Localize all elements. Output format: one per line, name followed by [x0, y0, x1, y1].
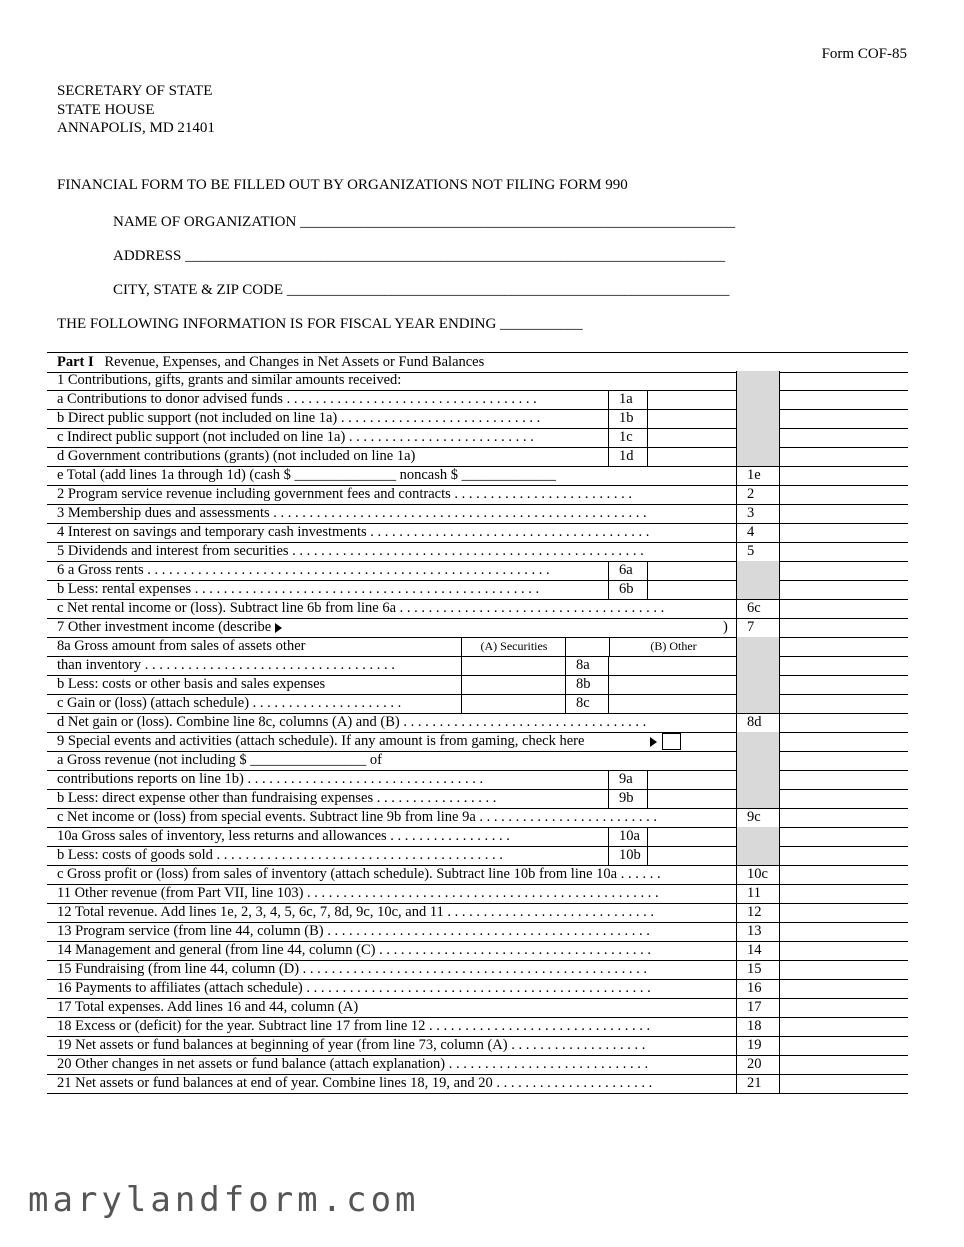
line-code: 19	[736, 1036, 780, 1055]
amount-field	[780, 675, 908, 694]
row-label: c Net income or (loss) from special events. Subtract line 9b from line 9a . . . . . . . . . . . . . . . . . . . . . . . . .	[57, 809, 658, 825]
line-code: 7	[736, 618, 780, 637]
part1-row	[47, 941, 908, 961]
line-code: 11	[736, 884, 780, 903]
close-paren: )	[723, 619, 728, 635]
subline-amount-field[interactable]	[648, 561, 736, 580]
subline-amount-field[interactable]	[648, 580, 736, 599]
line-code: 2	[736, 485, 780, 504]
row-label: 20 Other changes in net assets or fund balance (attach explanation) . . . . . . . . . . . . . . . . . . . . . . . . . . . .	[57, 1056, 649, 1072]
subline-code: 6a	[608, 561, 648, 580]
row-label: a Contributions to donor advised funds . . . . . . . . . . . . . . . . . . . . . . . . . . . . . . . . . . .	[57, 391, 537, 407]
subline-amount-field[interactable]	[648, 447, 736, 466]
address-blank[interactable]: ________________________________________________________________________	[185, 248, 726, 264]
address-block	[57, 82, 215, 138]
line-code: 13	[736, 922, 780, 941]
form-number: Form COF-85	[821, 46, 907, 62]
subline-code: 6b	[608, 580, 648, 599]
amount-field[interactable]	[780, 599, 908, 618]
part1-row	[47, 371, 908, 391]
subline-amount-field[interactable]	[648, 770, 736, 789]
securities-amount-field[interactable]	[461, 675, 566, 694]
part1-row	[47, 523, 908, 543]
row-label: a Gross revenue (not including $ ________________ of	[57, 752, 382, 768]
subline-amount-field[interactable]	[648, 428, 736, 447]
column-spacer	[565, 637, 610, 656]
row-label: 14 Management and general (from line 44, column (C) . . . . . . . . . . . . . . . . . . . . . . . . . . . . . . . . . . . . . .	[57, 942, 651, 958]
subline-code: 10a	[608, 827, 648, 846]
line-code	[736, 371, 780, 390]
amount-field	[780, 732, 908, 751]
line-code	[736, 428, 780, 447]
part1-subtitle: Revenue, Expenses, and Changes in Net Assets or Fund Balances	[104, 354, 485, 370]
part1-row	[47, 409, 908, 429]
part1-row	[47, 447, 908, 467]
part1-row	[47, 903, 908, 923]
subline-code: 9a	[608, 770, 648, 789]
part1-row	[47, 960, 908, 980]
line-code	[736, 656, 780, 675]
line-code	[736, 675, 780, 694]
row-label: 18 Excess or (deficit) for the year. Subtract line 17 from line 12 . . . . . . . . . . . . . . . . . . . . . . . . . . . . . . .	[57, 1018, 651, 1034]
row-label: 5 Dividends and interest from securities . . . . . . . . . . . . . . . . . . . . . . . . . . . . . . . . . . . . . . . . . . . . . . . . .	[57, 543, 644, 559]
part1-title: Part I	[57, 354, 94, 370]
line-code	[736, 846, 780, 865]
part1-row	[47, 675, 908, 695]
part1-row	[47, 1074, 908, 1094]
city-state-zip-field[interactable]	[113, 282, 729, 299]
amount-field	[780, 371, 908, 390]
line-code	[736, 409, 780, 428]
row-label: 19 Net assets or fund balances at beginning of year (from line 73, column (A) . . . . . . . . . . . . . . . . . . .	[57, 1037, 646, 1053]
amount-field[interactable]	[780, 1074, 908, 1093]
line-code: 20	[736, 1055, 780, 1074]
part1-header	[47, 352, 908, 373]
row-label: than inventory . . . . . . . . . . . . . . . . . . . . . . . . . . . . . . . . . . .	[57, 657, 395, 673]
part1-row	[47, 922, 908, 942]
amount-field	[780, 637, 908, 656]
subline-code: 1a	[608, 390, 648, 409]
row-label: d Government contributions (grants) (not included on line 1a)	[57, 448, 416, 464]
arrow-right-icon	[275, 623, 282, 633]
amount-field	[780, 827, 908, 846]
part1-row	[47, 808, 908, 828]
amount-field[interactable]	[780, 808, 908, 827]
part1-row	[47, 884, 908, 904]
part1-row	[47, 713, 908, 733]
part1-row	[47, 1055, 908, 1075]
address-line-2: STATE HOUSE	[57, 101, 155, 118]
name-of-organization-field[interactable]	[113, 214, 735, 231]
row-label: c Gross profit or (loss) from sales of inventory (attach schedule). Subtract line 10b from line 10a . . . . . .	[57, 866, 661, 882]
subline-amount-field[interactable]	[609, 675, 736, 694]
part1-row	[47, 580, 908, 600]
subline-code: 8a	[565, 656, 609, 675]
part1-row	[47, 770, 908, 790]
part1-row	[47, 390, 908, 410]
amount-field	[780, 846, 908, 865]
amount-field	[780, 561, 908, 580]
part1-row	[47, 428, 908, 448]
amount-field[interactable]	[780, 903, 908, 922]
row-label: 10a Gross sales of inventory, less returns and allowances . . . . . . . . . . . . . . . . .	[57, 828, 510, 844]
subline-amount-field[interactable]	[648, 827, 736, 846]
line-code	[736, 789, 780, 808]
amount-field[interactable]	[780, 523, 908, 542]
part1-row	[47, 827, 908, 847]
subline-amount-field[interactable]	[648, 409, 736, 428]
row-label: b Less: costs or other basis and sales expenses	[57, 676, 326, 692]
amount-field[interactable]	[780, 618, 908, 637]
amount-field[interactable]	[780, 941, 908, 960]
row-label: 16 Payments to affiliates (attach schedule) . . . . . . . . . . . . . . . . . . . . . . . . . . . . . . . . . . . . . . . . . . . . . . . .	[57, 980, 651, 996]
subline-amount-field[interactable]	[609, 694, 736, 713]
part1-row	[47, 846, 908, 866]
part1-row	[47, 998, 908, 1018]
form-heading: FINANCIAL FORM TO BE FILLED OUT BY ORGANIZATIONS NOT FILING FORM 990	[57, 177, 628, 193]
row-label: 11 Other revenue (from Part VII, line 103) . . . . . . . . . . . . . . . . . . . . . . . . . . . . . . . . . . . . . . . . . . . . . . . . .	[57, 885, 659, 901]
city-label: CITY, STATE & ZIP CODE	[113, 282, 284, 298]
line-code: 4	[736, 523, 780, 542]
row-label: 21 Net assets or fund balances at end of year. Combine lines 18, 19, and 20 . . . . . . . . . . . . . . . . . . . . . .	[57, 1075, 653, 1091]
line-code	[736, 447, 780, 466]
subline-code: 9b	[608, 789, 648, 808]
subline-code: 1b	[608, 409, 648, 428]
subline-code: 1c	[608, 428, 648, 447]
line-code: 5	[736, 542, 780, 561]
line-code	[736, 770, 780, 789]
line-code	[736, 827, 780, 846]
amount-field[interactable]	[780, 1036, 908, 1055]
subline-code: 10b	[608, 846, 648, 865]
part1-row	[47, 561, 908, 581]
row-label: c Indirect public support (not included on line 1a) . . . . . . . . . . . . . . . . . . . . . . . . . .	[57, 429, 534, 445]
row-label: b Less: costs of goods sold . . . . . . . . . . . . . . . . . . . . . . . . . . . . . . . . . . . . . . . .	[57, 847, 503, 863]
line-code: 10c	[736, 865, 780, 884]
row-label: contributions reports on line 1b) . . . . . . . . . . . . . . . . . . . . . . . . . . . . . . . . .	[57, 771, 484, 787]
part1-row	[47, 599, 908, 619]
row-label: 9 Special events and activities (attach schedule). If any amount is from gaming, check here	[57, 733, 585, 749]
row-label: d Net gain or (loss). Combine line 8c, columns (A) and (B) . . . . . . . . . . . . . . . . . . . . . . . . . . . . . . . . . .	[57, 714, 647, 730]
row-label: 6 a Gross rents . . . . . . . . . . . . . . . . . . . . . . . . . . . . . . . . . . . . . . . . . . . . . . . . . . . . . . . .	[57, 562, 550, 578]
gaming-checkbox[interactable]	[662, 733, 681, 750]
column-b-header: (B) Other	[609, 637, 737, 656]
subline-amount-field[interactable]	[648, 390, 736, 409]
fiscal-year-field[interactable]	[57, 316, 583, 333]
city-blank[interactable]: ___________________________________________________________	[286, 282, 730, 298]
line-code	[736, 580, 780, 599]
column-a-header: (A) Securities	[461, 637, 566, 656]
part1-row	[47, 789, 908, 809]
watermark: marylandform.com	[28, 1180, 420, 1220]
line-code	[736, 751, 780, 770]
securities-amount-field[interactable]	[461, 656, 566, 675]
line-code: 15	[736, 960, 780, 979]
amount-field[interactable]	[780, 504, 908, 523]
line-code	[736, 561, 780, 580]
arrow-right-icon	[650, 737, 657, 747]
fiscal-label: THE FOLLOWING INFORMATION IS FOR FISCAL YEAR ENDING	[57, 316, 497, 332]
part1-row	[47, 979, 908, 999]
part1-row	[47, 504, 908, 524]
fiscal-blank[interactable]: ___________	[500, 316, 583, 332]
gaming-arrow	[646, 732, 657, 751]
address-label: ADDRESS	[113, 248, 182, 264]
line-code: 9c	[736, 808, 780, 827]
row-label: 4 Interest on savings and temporary cash investments . . . . . . . . . . . . . . . . . . . . . . . . . . . . . . . . . . . . . . .	[57, 524, 650, 540]
amount-field[interactable]	[780, 979, 908, 998]
row-label: c Net rental income or (loss). Subtract line 6b from line 6a . . . . . . . . . . . . . . . . . . . . . . . . . . . . . . . . . . . . .	[57, 600, 665, 616]
address-field[interactable]	[113, 248, 725, 265]
amount-field[interactable]	[780, 865, 908, 884]
row-label: 1 Contributions, gifts, grants and similar amounts received:	[57, 372, 402, 388]
name-blank[interactable]: __________________________________________________________	[300, 214, 736, 230]
amount-field[interactable]	[780, 998, 908, 1017]
row-label: b Less: rental expenses . . . . . . . . . . . . . . . . . . . . . . . . . . . . . . . . . . . . . . . . . . . . . . . .	[57, 581, 540, 597]
row-label: e Total (add lines 1a through 1d) (cash $ ______________ noncash $ _____________	[57, 467, 556, 483]
amount-field[interactable]	[780, 1055, 908, 1074]
line-code: 16	[736, 979, 780, 998]
row-label: 13 Program service (from line 44, column (B) . . . . . . . . . . . . . . . . . . . . . . . . . . . . . . . . . . . . . . . . . . . . .	[57, 923, 650, 939]
amount-field	[780, 770, 908, 789]
row-label: c Gain or (loss) (attach schedule) . . . . . . . . . . . . . . . . . . . . .	[57, 695, 402, 711]
subline-amount-field[interactable]	[609, 656, 736, 675]
amount-field[interactable]	[780, 922, 908, 941]
row-label: 17 Total expenses. Add lines 16 and 44, column (A)	[57, 999, 359, 1015]
part1-row	[47, 542, 908, 562]
amount-field	[780, 409, 908, 428]
row-label: b Direct public support (not included on line 1a) . . . . . . . . . . . . . . . . . . . . . . . . . . . .	[57, 410, 541, 426]
amount-field[interactable]	[780, 485, 908, 504]
row-label: 2 Program service revenue including government fees and contracts . . . . . . . . . . . . . . . . . . . . . . . . .	[57, 486, 633, 502]
amount-field	[780, 390, 908, 409]
amount-field	[780, 447, 908, 466]
subline-amount-field[interactable]	[648, 846, 736, 865]
name-label: NAME OF ORGANIZATION	[113, 214, 297, 230]
part1-row	[47, 694, 908, 714]
line-code	[736, 732, 780, 751]
subline-code: 8c	[565, 694, 609, 713]
amount-field[interactable]	[780, 884, 908, 903]
line-code: 17	[736, 998, 780, 1017]
amount-field	[780, 580, 908, 599]
amount-field[interactable]	[780, 542, 908, 561]
address-line-1: SECRETARY OF STATE	[57, 83, 213, 99]
part1-row	[47, 656, 908, 676]
row-label: 3 Membership dues and assessments . . . . . . . . . . . . . . . . . . . . . . . . . . . . . . . . . . . . . . . . . . . . . . . . . . . .	[57, 505, 647, 521]
amount-field[interactable]	[780, 960, 908, 979]
part1-row	[47, 751, 908, 771]
amount-field	[780, 751, 908, 770]
address-line-3: ANNAPOLIS, MD 21401	[57, 120, 215, 136]
amount-field[interactable]	[780, 713, 908, 732]
part1-row	[47, 618, 908, 638]
line-code	[736, 694, 780, 713]
amount-field	[780, 694, 908, 713]
subline-code: 8b	[565, 675, 609, 694]
row-label: 12 Total revenue. Add lines 1e, 2, 3, 4, 5, 6c, 7, 8d, 9c, 10c, and 11 . . . . . . . . . . . . . . . . . . . . . . . . . . . . .	[57, 904, 655, 920]
line-code: 18	[736, 1017, 780, 1036]
line-code: 3	[736, 504, 780, 523]
subline-amount-field[interactable]	[648, 789, 736, 808]
part1-row	[47, 1017, 908, 1037]
part1-row	[47, 466, 908, 486]
part1-row	[47, 865, 908, 885]
line-code	[736, 637, 780, 656]
part1-row	[47, 485, 908, 505]
amount-field	[780, 656, 908, 675]
line-code: 6c	[736, 599, 780, 618]
line-code: 14	[736, 941, 780, 960]
row-label: 15 Fundraising (from line 44, column (D) . . . . . . . . . . . . . . . . . . . . . . . . . . . . . . . . . . . . . . . . . . . . . . . .	[57, 961, 648, 977]
line-code	[736, 390, 780, 409]
line-code: 8d	[736, 713, 780, 732]
row-label: 8a Gross amount from sales of assets other	[57, 638, 306, 654]
row-label: b Less: direct expense other than fundraising expenses . . . . . . . . . . . . . . . . .	[57, 790, 497, 806]
amount-field[interactable]	[780, 466, 908, 485]
row-label: 7 Other investment income (describe	[57, 618, 732, 637]
line-code: 1e	[736, 466, 780, 485]
amount-field[interactable]	[780, 1017, 908, 1036]
part1-row	[47, 637, 908, 657]
amount-field	[780, 428, 908, 447]
subline-code: 1d	[608, 447, 648, 466]
amount-field	[780, 789, 908, 808]
securities-amount-field[interactable]	[461, 694, 566, 713]
part1-row	[47, 732, 908, 752]
line-code: 12	[736, 903, 780, 922]
line-code: 21	[736, 1074, 780, 1093]
part1-row	[47, 1036, 908, 1056]
